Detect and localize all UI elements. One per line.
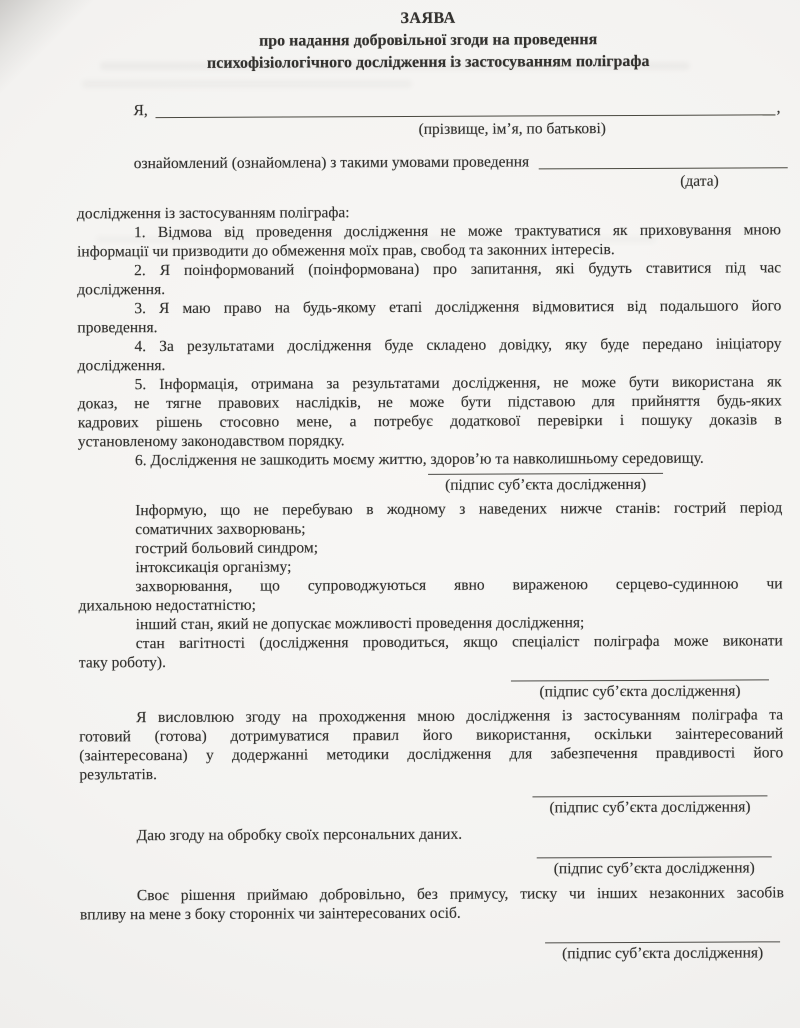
document-text-line: соматичних захворювань;	[135, 520, 306, 539]
document-subtitle-line1: про надання добровільної згоди на проведення	[259, 31, 598, 50]
document-text-line: інформації чи призводити до обмеження моїх прав, свобод та законних інтересів.	[77, 241, 615, 261]
document-text-line: готовий (готова) дотримуватися правил його використання, оскільки заінтересований	[79, 725, 784, 746]
document-text-line: стан вагітності (дослідження проводиться, якщо спеціаліст поліграфа може виконати	[135, 632, 783, 653]
signature-caption: (підпис суб’єкта дослідження)	[549, 798, 751, 817]
document-text-line: дослідження.	[77, 357, 166, 375]
document-text-line: 5. Інформація, отримана за результатами дослідження, не може бути використана як	[134, 373, 782, 394]
document-header	[76, 0, 780, 75]
date-blank-field	[539, 151, 788, 169]
document-text-line: інтоксикація організму;	[135, 558, 292, 577]
document-text-line: 4. За результатами дослідження буде складено довідку, яку буде передано ініціатору	[134, 335, 782, 356]
signature-caption: (підпис суб’єкта дослідження)	[539, 682, 741, 701]
signature-block	[511, 679, 769, 701]
document-text-line: 6. Дослідження не зашкодить моєму життю, здоров’ю та навколишньому середовищу.	[134, 449, 704, 470]
document-subtitle-line2: психофізіологічного дослідження із застосуванням поліграфа	[206, 52, 650, 72]
document-text-line: інший стан, який не допускає можливості проведення дослідження;	[135, 614, 585, 634]
document-title: ЗАЯВА	[400, 9, 456, 27]
document-text-line: проведення.	[77, 319, 158, 337]
signature-block	[532, 795, 767, 817]
signature-caption: (підпис суб’єкта дослідження)	[445, 475, 647, 494]
document-text-line: (заінтересована) у додержанні методики дослідження для забезпечення правдивості його	[79, 744, 784, 765]
document-text-line: дихальною недостатністю;	[78, 596, 256, 615]
document-text-line: Даю згоду на обробку своїх персональних даних.	[136, 825, 463, 845]
document-text-line: 2. Я поінформований (поінформована) про запитання, які будуть ставитися під час	[134, 259, 782, 280]
signature-block	[428, 473, 663, 495]
document-text-line: Я висловлюю згоду на проходження мною дослідження із застосуванням поліграфа та	[136, 706, 784, 727]
acquainted-text: ознайомлений (ознайомлена) з такими умовами проведення	[133, 153, 530, 173]
document-text-line: 3. Я маю право на будь-якому етапі дослідження відмовитися від подальшого його	[134, 297, 782, 318]
document-text-line: дослідження із застосуванням поліграфа:	[76, 204, 350, 223]
name-field-row	[133, 98, 780, 120]
signature-block	[537, 856, 772, 878]
document-text-line: установленому законодавством порядку.	[77, 432, 345, 451]
document-text-line: кадрових рішень стосовно мене, а потребує додаткової перевірки і пошуку доказів в	[77, 411, 782, 432]
signature-caption: (підпис суб’єкта дослідження)	[562, 944, 764, 963]
document-body	[77, 201, 784, 965]
name-field-trailing-comma: ,	[776, 99, 781, 117]
signature-caption: (підпис суб’єкта дослідження)	[553, 859, 755, 878]
document-text-line: результатів.	[79, 766, 158, 784]
date-field-caption: (дата)	[680, 172, 719, 190]
name-field-caption: (прізвище, ім’я, по батькові)	[418, 120, 606, 138]
document-text-line: таку роботу).	[78, 654, 166, 672]
name-blank-field	[156, 98, 776, 118]
document-text-line: доказ, не тягне правових наслідків, не може бути підставою для прийняття будь-яких	[77, 392, 782, 413]
document-text-line: впливу на мене з боку сторонніх чи заінтересованих осіб.	[79, 904, 461, 924]
document-text-line: захворювання, що супроводжуються явно вираженою серцево-судинною чи	[135, 575, 783, 596]
date-field-row	[134, 151, 789, 173]
document-text-line: дослідження.	[77, 281, 166, 299]
signature-block	[545, 941, 780, 963]
document-text-line: 1. Відмова від проведення дослідження не може трактуватися як приховування мною	[133, 221, 782, 242]
name-field-prefix: Я,	[133, 102, 148, 120]
document-text-line: гострий больовий синдром;	[135, 539, 319, 558]
document-text-line: Своє рішення приймаю добровільно, без примусу, тиску чи інших незаконних засобів	[136, 884, 784, 905]
document-text-line: Інформую, що не перебуваю в жодному з наведених нижче станів: гострий період	[135, 499, 783, 520]
